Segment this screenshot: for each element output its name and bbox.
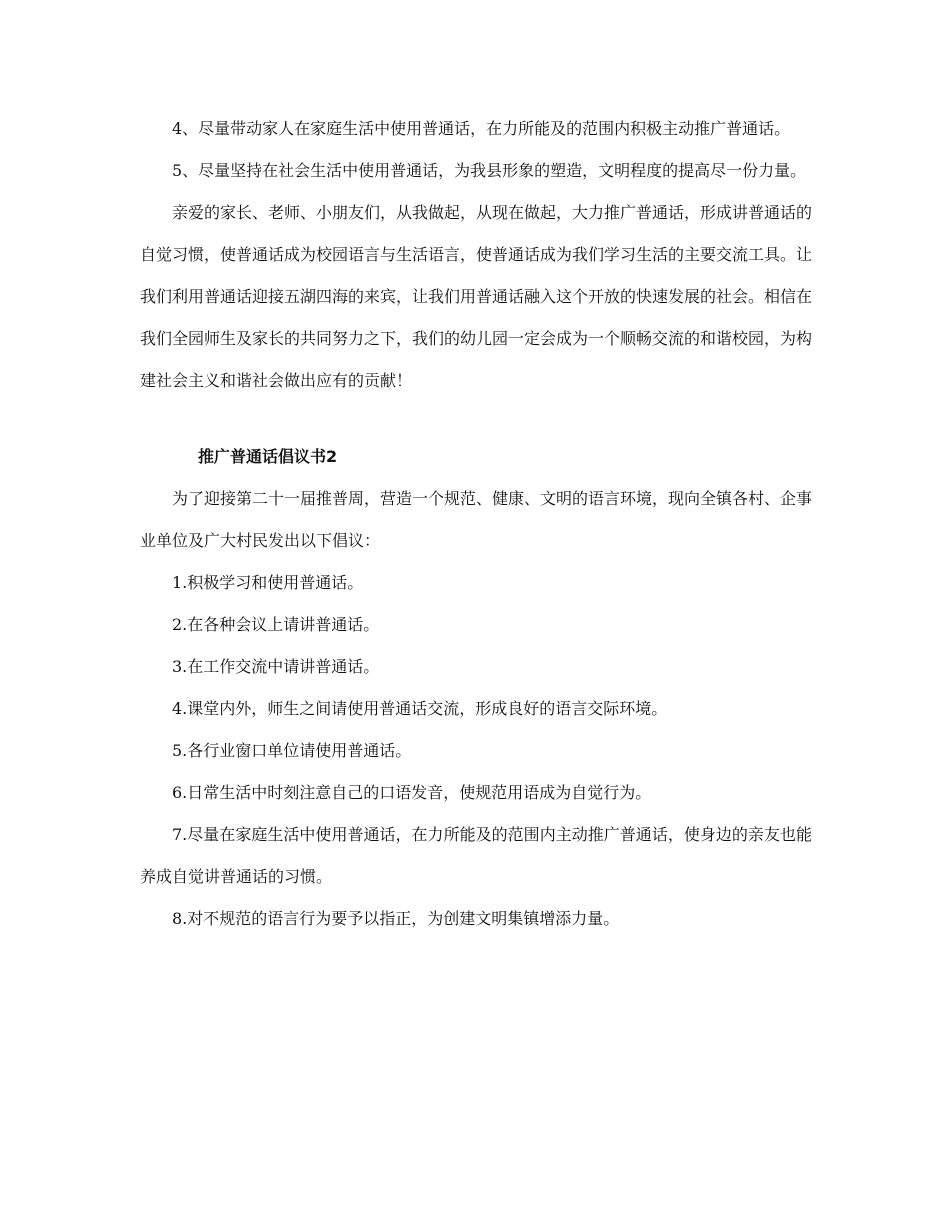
section-spacer [140, 402, 812, 436]
list-item-8: 8.对不规范的语言行为要予以指正，为创建文明集镇增添力量。 [172, 909, 620, 928]
paragraph-item-4: 4、尽量带动家人在家庭生活中使用普通话，在力所能及的范围内积极主动推广普通话。 [172, 119, 791, 138]
list-item-2: 2.在各种会议上请讲普通话。 [172, 615, 380, 634]
paragraph-item-5: 5、尽量坚持在社会生活中使用普通话，为我县形象的塑造，文明程度的提高尽一份力量。 [172, 161, 807, 180]
list-item-5: 5.各行业窗口单位请使用普通话。 [172, 741, 412, 760]
document-body [140, 108, 812, 940]
list-item-7: 7.尽量在家庭生活中使用普通话，在力所能及的范围内主动推广普通话，使身边的亲友也能养成自觉讲普通话的习惯。 [140, 825, 812, 886]
list-item-1: 1.积极学习和使用普通话。 [172, 573, 364, 592]
list-item-4: 4.课堂内外，师生之间请使用普通话交流，形成良好的语言交际环境。 [172, 699, 668, 718]
intro-paragraph: 为了迎接第二十一届推普周，营造一个规范、健康、文明的语言环境，现向全镇各村、企事业单位及广大村民发出以下倡议： [140, 489, 813, 550]
section-title: 推广普通话倡议书2 [198, 447, 338, 466]
list-item-3: 3.在工作交流中请讲普通话。 [172, 657, 380, 676]
paragraph-closing: 亲爱的家长、老师、小朋友们，从我做起，从现在做起，大力推广普通话，形成讲普通话的自觉习惯，使普通话成为校园语言与生活语言，使普通话成为我们学习生活的主要交流工具。让我们利用普通话迎接五湖四海的来宾，让我们用普通话融入这个开放的快速发展的社会。相信在我们全园师生及家长的共同努力之下，我们的幼儿园一定会成为一个顺畅交流的和谐校园，为构建社会主义和谐社会做出应有的贡献！ [140, 203, 813, 390]
list-item-6: 6.日常生活中时刻注意自己的口语发音，使规范用语成为自觉行为。 [172, 783, 652, 802]
